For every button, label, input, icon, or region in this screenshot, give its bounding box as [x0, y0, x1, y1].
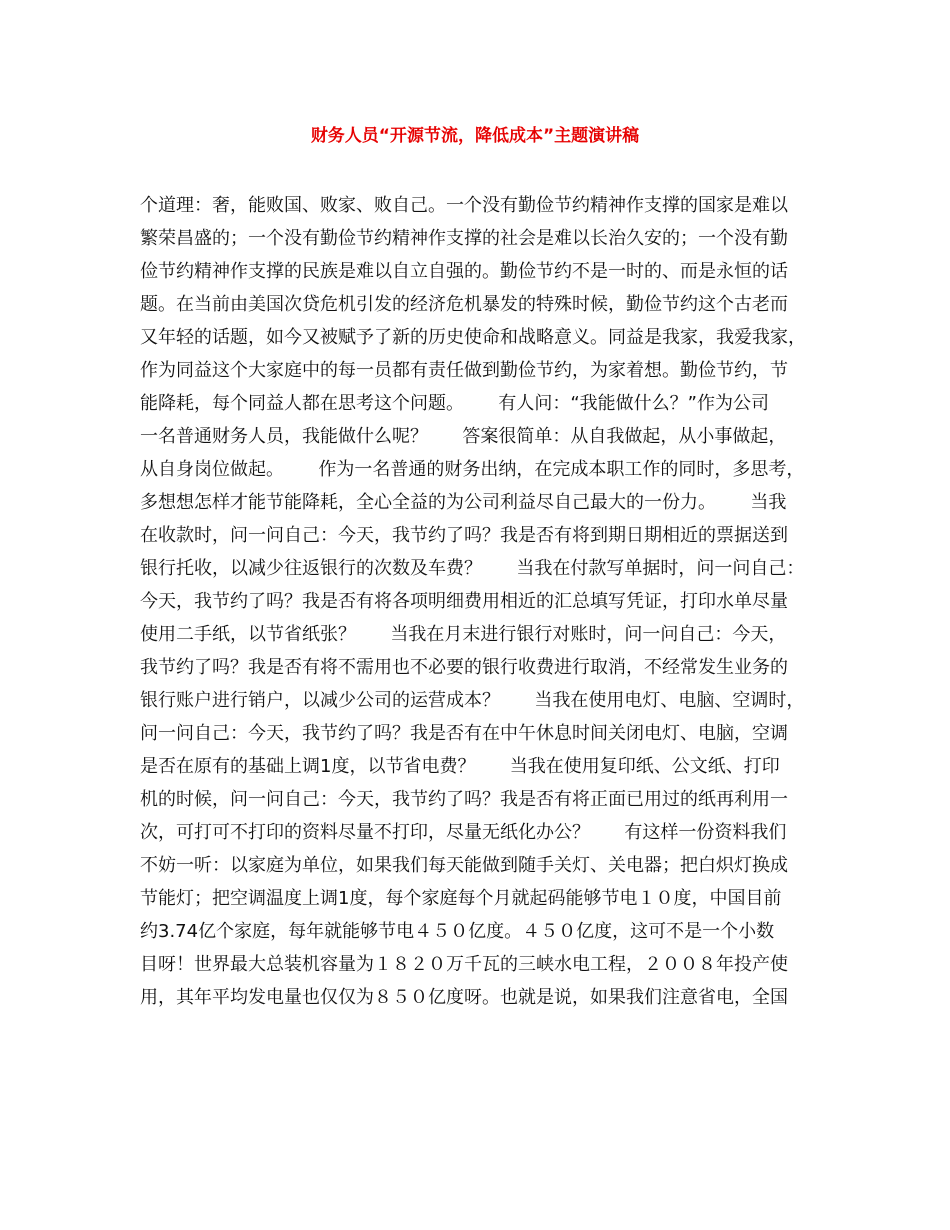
- body-line: 个道理：奢，能败国、败家、败自己。一个没有勤俭节约精神作支撑的国家是难以: [140, 195, 788, 216]
- body-line: 节能灯；把空调温度上调1度，每个家庭每个月就起码能够节电１０度，中国目前: [140, 888, 782, 909]
- document-body: [140, 189, 820, 1014]
- body-line: 不妨一听：以家庭为单位，如果我们每天能做到随手关灯、关电器；把白炽灯换成: [140, 855, 788, 876]
- body-line: 题。在当前由美国次贷危机引发的经济危机暴发的特殊时候，勤俭节约这个古老而: [140, 294, 788, 315]
- body-line: 我节约了吗？我是否有将不需用也不必要的银行收费进行取消，不经常发生业务的: [140, 657, 788, 678]
- body-line: 一名普通财务人员，我能做什么呢？ 答案很简单：从自我做起，从小事做起，: [140, 426, 787, 447]
- body-line: 是否在原有的基础上调1度，以节省电费？ 当我在使用复印纸、公文纸、打印: [140, 756, 780, 777]
- body-line: 银行托收，以减少往返银行的次数及车费？ 当我在付款写单据时，问一问自己：: [140, 558, 805, 579]
- body-line: 机的时候，问一问自己：今天，我节约了吗？我是否有将正面已用过的纸再利用一: [140, 789, 788, 810]
- body-line: 又年轻的话题，如今又被赋予了新的历史使命和战略意义。同益是我家，我爱我家，: [140, 327, 806, 348]
- document-title: 财务人员“开源节流，降低成本”主题演讲稿: [310, 126, 640, 146]
- body-line: 银行账户进行销户，以减少公司的运营成本？ 当我在使用电灯、电脑、空调时，: [140, 690, 805, 711]
- body-line: 作为同益这个大家庭中的每一员都有责任做到勤俭节约，为家着想。勤俭节约，节: [140, 360, 788, 381]
- body-line: 用，其年平均发电量也仅仅为８５０亿度呀。也就是说，如果我们注意省电，全国: [140, 987, 788, 1008]
- body-line: 在收款时，问一问自己：今天，我节约了吗？我是否有将到期日期相近的票据送到: [140, 525, 788, 546]
- body-line: 使用二手纸，以节省纸张？ 当我在月末进行银行对账时，问一问自己：今天，: [140, 624, 787, 645]
- body-line: 问一问自己：今天，我节约了吗？我是否有在中午休息时间关闭电灯、电脑，空调: [140, 723, 788, 744]
- body-line: 今天，我节约了吗？我是否有将各项明细费用相近的汇总填写凭证，打印水单尽量: [140, 591, 788, 612]
- body-line: 次，可打可不打印的资料尽量不打印，尽量无纸化办公？ 有这样一份资料我们: [140, 822, 787, 843]
- body-line: 繁荣昌盛的；一个没有勤俭节约精神作支撑的社会是难以长治久安的；一个没有勤: [140, 228, 788, 249]
- body-line: 约3.74亿个家庭，每年就能够节电４５０亿度。４５０亿度，这可不是一个小数: [140, 921, 775, 942]
- body-line: 俭节约精神作支撑的民族是难以自立自强的。勤俭节约不是一时的、而是永恒的话: [140, 261, 788, 282]
- body-line: 多想想怎样才能节能降耗，全心全益的为公司利益尽自己最大的一份力。 当我: [140, 492, 787, 513]
- body-line: 从自身岗位做起。 作为一名普通的财务出纳，在完成本职工作的同时，多思考，: [140, 459, 805, 480]
- body-line: 能降耗，每个同益人都在思考这个问题。 有人问：“我能做什么？”作为公司: [140, 393, 769, 414]
- body-line: 目呀！世界最大总装机容量为１８２０万千瓦的三峡水电工程，２００８年投产使: [140, 954, 788, 975]
